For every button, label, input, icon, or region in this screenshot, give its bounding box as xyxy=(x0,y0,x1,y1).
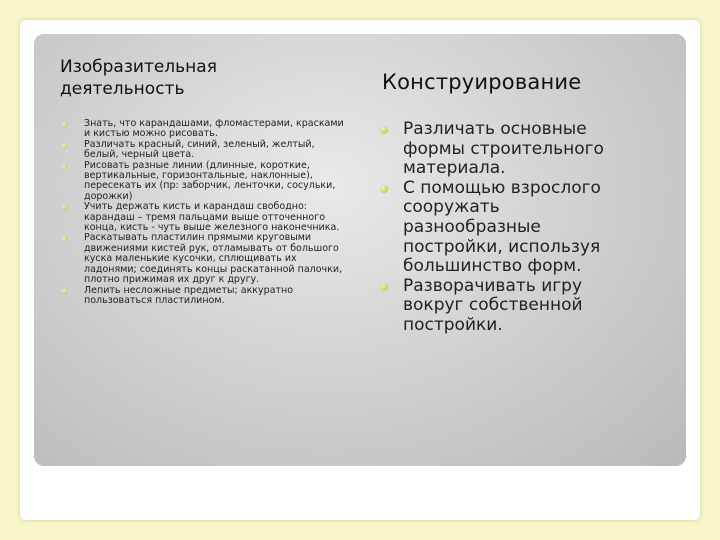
right-column-title: Конструирование xyxy=(382,70,582,94)
list-item-text: Рисовать разные линии (длинные, короткие, вертикальные, горизонтальные, наклонные), пересекать их (пр: заборчик, ленточки, сосульки, дорожки) xyxy=(84,159,336,202)
list-item-text: Раскатывать пластилин прямыми круговыми движениями кистей рук, отламывать от большого куска маленькие кусочки, сплющивать их ладонями; соединять концы раскатанной палочки, плотно прижимая их друг к другу. xyxy=(84,232,343,286)
round-bullet-icon xyxy=(62,236,67,241)
list-item-text: Лепить несложные предметы; аккуратно пользоваться пластилином. xyxy=(84,284,294,306)
list-item xyxy=(62,140,352,161)
round-bullet-icon xyxy=(62,122,67,127)
list-item xyxy=(62,286,352,307)
round-bullet-icon xyxy=(380,126,388,134)
list-item xyxy=(62,233,352,285)
right-column-list xyxy=(380,120,642,336)
round-bullet-icon xyxy=(62,289,67,294)
list-item xyxy=(380,120,642,179)
round-bullet-icon xyxy=(62,164,67,169)
list-item-text: С помощью взрослого сооружать разнообразные постройки, используя большинство форм. xyxy=(403,177,601,277)
list-item-text: Учить держать кисть и карандаш свободно: карандаш – тремя пальцами выше отточенного конца, кисть - чуть выше железного наконечника. xyxy=(84,201,340,234)
left-column-list xyxy=(62,119,352,306)
list-item xyxy=(62,202,352,233)
list-item-text: Разворачивать игру вокруг собственной постройки. xyxy=(403,275,583,335)
round-bullet-icon xyxy=(62,205,67,210)
list-item xyxy=(62,161,352,203)
list-item-text: Различать основные формы строительного материала. xyxy=(403,119,604,179)
round-bullet-icon xyxy=(62,143,67,148)
round-bullet-icon xyxy=(380,283,388,291)
round-bullet-icon xyxy=(380,185,388,193)
list-item xyxy=(380,277,642,336)
list-item xyxy=(62,119,352,140)
list-item-text: Различать красный, синий, зеленый, желтый, белый, черный цвета. xyxy=(84,138,315,161)
left-column-title: Изобразительная деятельность xyxy=(60,57,217,99)
list-item xyxy=(380,179,642,277)
list-item-text: Знать, что карандашами, фломастерами, красками и кистью можно рисовать. xyxy=(84,118,344,140)
